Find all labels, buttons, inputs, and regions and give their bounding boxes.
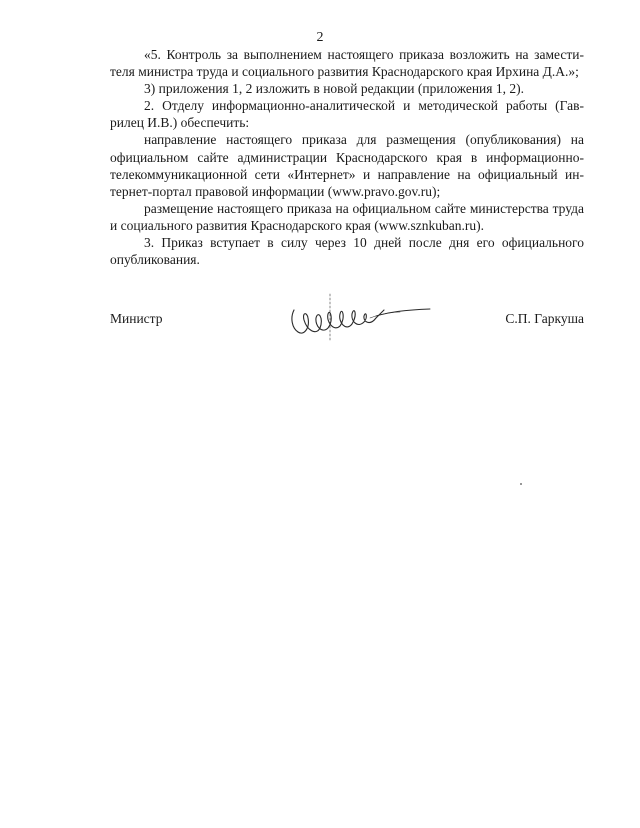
handwritten-signature: [280, 292, 440, 348]
paragraph-publication-portal: направление настоящего приказа для размещения (опубликования) на официальном сайте администрации Краснодарского края в информационно-телекоммуникационной сети «Интернет» и направление на официальный интернет-портал правовой информации (www.pravo.gov.ru);: [110, 132, 584, 199]
paragraph-department-duty: 2. Отделу информационно-аналитической и методической работы (Гаврилец И.В.) обеспечить:: [110, 98, 584, 131]
paragraph-effective-date: 3. Приказ вступает в силу через 10 дней после дня его официального опубликования.: [110, 235, 584, 268]
paragraph-appendices: 3) приложения 1, 2 изложить в новой редакции (приложения 1, 2).: [144, 81, 524, 97]
paragraph-control-clause: «5. Контроль за выполнением настоящего приказа возложить на заместителя министра труда и социального развития Краснодарского края Ирхина Д.А.»;: [110, 47, 584, 80]
signatory-title: Министр: [110, 311, 163, 326]
page-number: 2: [316, 30, 324, 45]
document-body: [110, 46, 584, 268]
signatory-name: С.П. Гаркуша: [505, 311, 584, 326]
paragraph-publication-ministry-site: размещение настоящего приказа на официальном сайте министерства труда и социального развития Краснодарского края (www.sznkuban.ru).: [110, 200, 584, 233]
scan-speck: [520, 483, 522, 485]
signature-block: [110, 292, 584, 352]
